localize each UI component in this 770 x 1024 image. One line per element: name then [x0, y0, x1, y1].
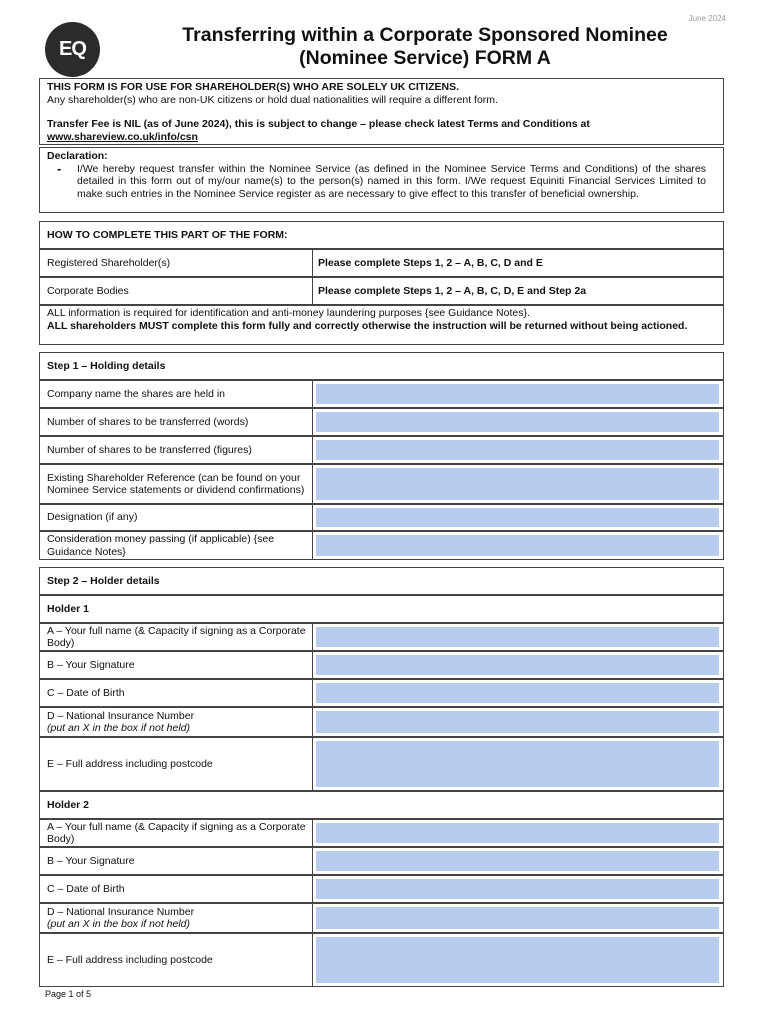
holder2-name-field[interactable] — [316, 823, 719, 843]
ni-note: (put an X in the box if not held) — [47, 918, 191, 930]
company-name-field[interactable] — [316, 384, 719, 404]
step2-heading: Step 2 – Holder details — [39, 567, 724, 595]
ni-label: D – National Insurance Number — [47, 905, 195, 918]
ni-label: D – National Insurance Number — [47, 709, 195, 722]
howto-row — [39, 249, 724, 277]
howto-notes — [39, 305, 724, 345]
holder2-name-row — [39, 819, 724, 847]
holder1-address-row — [39, 737, 724, 791]
shareholder-reference-field[interactable] — [316, 468, 719, 500]
holder1-dob-field[interactable] — [316, 683, 719, 703]
step1-heading: Step 1 – Holding details — [39, 352, 724, 380]
holder1-dob-row — [39, 679, 724, 707]
shares-figures-field[interactable] — [316, 440, 719, 460]
page-title — [130, 24, 720, 70]
shares-words-field[interactable] — [316, 412, 719, 432]
holder2-ni-field[interactable] — [316, 907, 719, 929]
howto-who: Registered Shareholder(s) — [47, 256, 171, 269]
holder2-dob-field[interactable] — [316, 879, 719, 899]
field-label: C – Date of Birth — [47, 882, 125, 895]
holder2-signature-field[interactable] — [316, 851, 719, 871]
title-line-1: Transferring within a Corporate Sponsored Nominee — [182, 24, 668, 46]
field-label — [47, 904, 312, 932]
field-label: Existing Shareholder Reference (can be found on your Nominee Service statements or dividend confirmations) — [47, 471, 305, 496]
field-label: E – Full address including postcode — [47, 757, 213, 770]
holder1-signature-row — [39, 651, 724, 679]
aml-note: ALL information is required for identification and anti-money laundering purposes {see Guidance Notes}. — [47, 307, 530, 319]
bullet-dash: - — [57, 160, 62, 176]
holder2-address-field[interactable] — [316, 937, 719, 983]
non-uk-notice: Any shareholder(s) who are non-UK citizens or hold dual nationalities will require a different form. — [47, 93, 498, 106]
transfer-fee-notice: Transfer Fee is NIL (as of June 2024), this is subject to change – please check latest Terms and Conditions at — [47, 118, 590, 130]
holder1-signature-field[interactable] — [316, 655, 719, 675]
howto-steps: Please complete Steps 1, 2 – A, B, C, D, E and Step 2a — [318, 285, 587, 297]
intro-box — [39, 78, 724, 145]
equiniti-logo: EQ — [45, 22, 100, 77]
form-date: June 2024 — [688, 14, 726, 23]
holder1-ni-field[interactable] — [316, 711, 719, 733]
uk-citizens-notice: THIS FORM IS FOR USE FOR SHAREHOLDER(S) WHO ARE SOLELY UK CITIZENS. — [47, 81, 460, 93]
field-label: Company name the shares are held in — [47, 387, 226, 400]
step1-row-reference — [39, 464, 724, 504]
holder2-dob-row — [39, 875, 724, 903]
consideration-field[interactable] — [316, 535, 719, 556]
step1-row-consideration — [39, 531, 724, 560]
declaration-heading: Declaration: — [47, 150, 108, 162]
declaration-text: I/We hereby request transfer within the Nominee Service (as defined in the Nominee Service Terms and Conditions) of the shares detailed in this form out of my/our name(s) to the person(s) named in this form. I/We request Equiniti Financial Services Limited to make such entries in the Nominee Service register as are necessary to give effect to this transfer of beneficial ownership. — [77, 162, 706, 200]
field-label: A – Your full name (& Capacity if signing as a Corporate Body) — [47, 624, 306, 649]
holder1-name-field[interactable] — [316, 627, 719, 647]
holder2-address-row — [39, 933, 724, 987]
field-label: B – Your Signature — [47, 854, 135, 867]
designation-field[interactable] — [316, 508, 719, 527]
step1-row-company — [39, 380, 724, 408]
howto-who: Corporate Bodies — [47, 284, 129, 297]
field-label: Designation (if any) — [47, 511, 138, 524]
declaration-box — [39, 147, 724, 213]
ni-note: (put an X in the box if not held) — [47, 722, 191, 734]
title-line-2: (Nominee Service) FORM A — [299, 47, 551, 69]
holder1-name-row — [39, 623, 724, 651]
field-label: Number of shares to be transferred (figures) — [47, 443, 252, 456]
mandatory-note: ALL shareholders MUST complete this form fully and correctly otherwise the instruction will be returned without being actioned. — [47, 319, 688, 332]
holder2-signature-row — [39, 847, 724, 875]
holder1-ni-row — [39, 707, 724, 737]
howto-row — [39, 277, 724, 305]
step1-row-shares-figures — [39, 436, 724, 464]
step1-row-designation — [39, 504, 724, 531]
field-label: Consideration money passing (if applicable) {see Guidance Notes} — [47, 533, 275, 558]
field-label: C – Date of Birth — [47, 686, 125, 699]
field-label: A – Your full name (& Capacity if signing as a Corporate Body) — [47, 820, 306, 845]
field-label: B – Your Signature — [47, 658, 135, 671]
holder2-heading: Holder 2 — [39, 791, 724, 819]
holder1-heading: Holder 1 — [39, 595, 724, 623]
holder2-ni-row — [39, 903, 724, 933]
field-label: Number of shares to be transferred (words) — [47, 415, 249, 428]
field-label — [47, 708, 312, 736]
step1-row-shares-words — [39, 408, 724, 436]
holder1-address-field[interactable] — [316, 741, 719, 787]
howto-steps: Please complete Steps 1, 2 – A, B, C, D and E — [318, 257, 543, 269]
page-number: Page 1 of 5 — [45, 989, 92, 999]
field-label: E – Full address including postcode — [47, 953, 213, 966]
howto-heading: HOW TO COMPLETE THIS PART OF THE FORM: — [39, 221, 724, 249]
declaration-item — [47, 160, 716, 201]
terms-link[interactable]: www.shareview.co.uk/info/csn — [47, 130, 198, 143]
